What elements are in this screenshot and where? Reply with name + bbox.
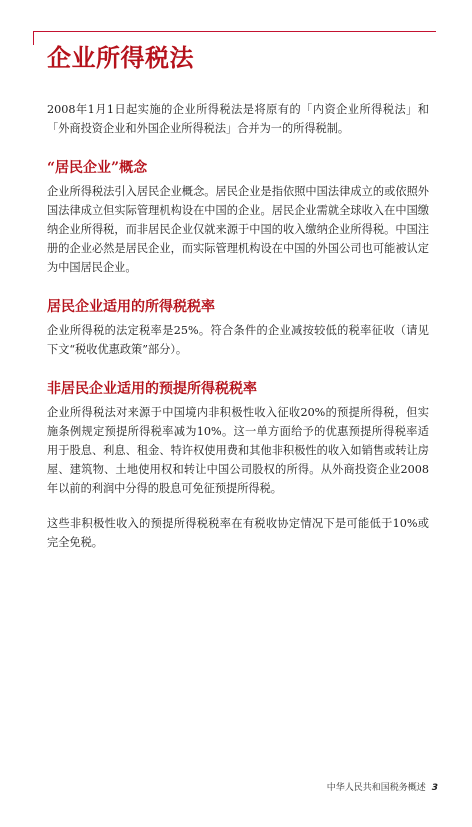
left-corner-rule <box>33 31 34 45</box>
section-heading: “居民企业”概念 <box>47 160 148 176</box>
intro-paragraph: 2008年1月1日起实施的企业所得税法是将原有的「内资企业所得税法」和「外商投资企业和外国企业所得税法」合并为一的所得税制。 <box>47 103 429 135</box>
top-rule <box>33 31 436 32</box>
section-nonresident-withholding <box>47 379 429 552</box>
section-paragraph: 企业所得税法引入居民企业概念。居民企业是指依照中国法律成立的或依照外国法律成立但实际管理机构设在中国的企业。居民企业需就全球收入在中国缴纳企业所得税，而非居民企业仅就来源于中国的收入缴纳企业所得税。中国注册的企业必然是居民企业，而实际管理机构设在中国的外国公司也可能被认定为中国居民企业。 <box>47 185 429 274</box>
footer-publication-title: 中华人民共和国税务概述 <box>326 783 426 793</box>
section-heading: 居民企业适用的所得税税率 <box>47 299 215 315</box>
page-footer <box>327 782 438 794</box>
section-paragraph: 企业所得税的法定税率是25%。符合条件的企业减按较低的税率征收（请见下文“税收优惠政策”部分）。 <box>47 324 429 356</box>
page-title: 企业所得税法 <box>47 43 194 72</box>
page-number: 3 <box>431 783 438 793</box>
section-resident-tax-rate <box>47 297 429 359</box>
section-heading: 非居民企业适用的预提所得税税率 <box>47 381 257 397</box>
section-resident-concept <box>47 158 429 277</box>
section-paragraph: 企业所得税法对来源于中国境内非积极性收入征收20%的预提所得税，但实施条例规定预提所得税率减为10%。这一单方面给予的优惠预提所得税率适用于股息、利息、租金、特许权使用费和其他非积极性的收入如销售或转让房屋、建筑物、土地使用权和转让中国公司股权的所得。从外商投资企业2008年以前的利润中分得的股息可免征预提所得税。 <box>47 406 429 495</box>
section-paragraph: 这些非积极性收入的预提所得税税率在有税收协定情况下是可能低于10%或完全免税。 <box>47 517 429 549</box>
page-content <box>47 100 429 552</box>
